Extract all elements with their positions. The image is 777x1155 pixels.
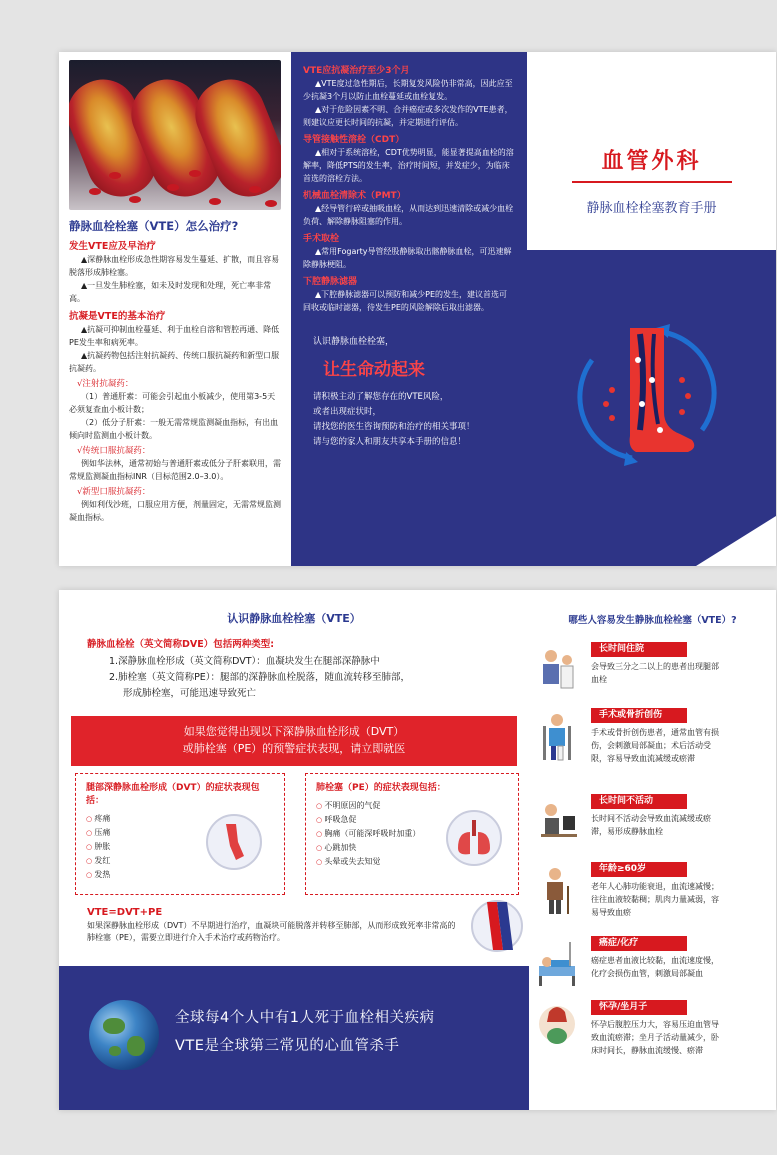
risk-desc: 癌症患者血液比较黏，血流速度慢，化疗会损伤血管，刺激局部凝血 <box>591 956 719 978</box>
risk-item <box>537 794 767 858</box>
cover-title-box <box>527 52 776 250</box>
closing-line: 请积极主动了解您存在的VTE风险， <box>313 392 449 402</box>
section-text: ▲一旦发生肺栓塞，如未及时发现和处理，死亡率非常高。 <box>69 281 272 303</box>
vte-type-line: 1.深静脉血栓形成（英文简称DVT）：血凝块发生在腿部深静脉中 <box>109 656 380 667</box>
warning-line: 或肺栓塞（PE）的预警症状表现，请立即就医 <box>182 742 406 755</box>
statistic-line: 全球每4个人中有1人死于血栓相关疾病 <box>175 1010 435 1026</box>
pe-symptom-title: 肺栓塞（PE）的症状表现包括： <box>316 783 446 793</box>
symptom-item: ○ 胸痛（可能深呼吸时加重） <box>316 827 508 841</box>
risk-desc: 会导致三分之二以上的患者出现腿部血栓 <box>591 662 719 684</box>
risk-item <box>537 862 767 926</box>
risk-item <box>537 1000 767 1064</box>
closing-line: 或者出现症状时， <box>313 407 382 417</box>
globe-icon <box>89 1000 159 1070</box>
elderly-person-icon <box>537 866 577 916</box>
intro-text: 认识静脉血栓栓塞， <box>313 337 395 347</box>
hospital-patient-icon <box>537 646 577 696</box>
warning-line: 如果您觉得出现以下深静脉血栓形成（DVT） <box>183 725 405 738</box>
statistics-banner <box>59 966 529 1110</box>
block-text: ▲对于危险因素不明、合并癌症或多次发作的VTE患者，则建议应更长时间的抗凝，并定期进行评估。 <box>303 105 513 127</box>
warning-banner <box>71 716 517 766</box>
block-text: ▲下腔静脉滤器可以预防和减少PE的发生，建议首选可回收或临时滤器，待发生PE的风险解除后取出滤器。 <box>303 290 508 312</box>
closing-line: 请找您的医生咨询预防和治疗的相关事项！ <box>313 422 475 432</box>
symptom-item: ○ 头晕或失去知觉 <box>316 855 508 869</box>
cover-panel <box>527 52 776 566</box>
vte-type-line: 2.肺栓塞（英文简称PE）：腿部的深静脉血栓脱落，随血流转移至肺部， <box>109 672 411 683</box>
vte-type-line: 形成肺栓塞，可能迅速导致死亡 <box>123 688 257 699</box>
lungs-icon <box>446 810 502 866</box>
block-heading: VTE应抗凝治疗至少3个月 <box>303 66 410 76</box>
risk-item <box>537 936 767 1000</box>
vte-types-lead: 静脉血栓栓（英文简称DVE）包括两种类型: <box>87 639 275 650</box>
statistic-line: VTE是全球第三常见的心血管杀手 <box>175 1038 400 1054</box>
risk-tag: 癌症/化疗 <box>591 936 687 951</box>
block-heading: 手术取栓 <box>303 234 340 244</box>
risk-item <box>537 642 767 706</box>
section-text: ▲深静脉血栓形成急性期容易发生蔓延、扩散，而且容易脱落形成肺栓塞。 <box>69 255 280 277</box>
block-heading: 机械血栓清除术（PMT） <box>303 191 406 201</box>
sub-text: 例如利伐沙班，口服应用方便，剂量固定，无需常规监测凝血指标。 <box>69 500 281 522</box>
leg-circulation-icon <box>572 320 722 470</box>
block-text: ▲常用Fogarty导管经股静脉取出髂静脉血栓，可迅速解除静脉梗阻。 <box>303 247 512 269</box>
cover-subtitle: 静脉血栓栓塞教育手册 <box>586 201 717 216</box>
cover-title: 血管外科 <box>601 149 702 174</box>
block-heading: 导管接触性溶栓（CDT） <box>303 135 405 145</box>
sub-heading: √新型口服抗凝药： <box>77 487 151 497</box>
symptom-item: ○ 疼痛 <box>86 812 274 826</box>
symptom-item: ○ 呼吸急促 <box>316 813 508 827</box>
leg-icon <box>206 814 262 870</box>
sub-heading: √传统口服抗凝药： <box>77 446 151 456</box>
advanced-treatment-panel <box>291 52 527 566</box>
risk-groups-panel <box>529 590 776 1110</box>
sub-heading: √注射抗凝药： <box>77 379 134 389</box>
section-text: ▲抗凝可抑制血栓蔓延、利于血栓自溶和管腔再通、降低PE发生率和病死率。 <box>69 325 280 347</box>
know-vte-panel <box>59 590 529 1110</box>
section-heading: 发生VTE应及早治疗 <box>69 241 156 252</box>
vein-clot-icon <box>471 900 523 952</box>
blood-vessel-illustration <box>69 60 281 210</box>
closing-line: 请与您的家人和朋友共享本手册的信息！ <box>313 437 467 447</box>
brochure-outside-sheet <box>59 52 776 566</box>
sub-text: （2）低分子肝素：一般无需常规监测凝血指标，有出血倾向时监测血小板计数。 <box>69 418 279 440</box>
vte-formula: VTE=DVT+PE <box>87 907 163 918</box>
section-text: ▲抗凝药物包括注射抗凝药、传统口服抗凝药和新型口服抗凝药。 <box>69 351 280 373</box>
risk-groups-title: 哪些人容易发生静脉血栓栓塞（VTE）? <box>568 615 737 626</box>
dvt-symptom-box <box>75 773 285 895</box>
risk-desc: 老年人心肺功能衰退，血流速减慢；往往血液较黏稠；肌肉力量减弱，容易导致血瘀 <box>591 882 719 917</box>
bedridden-patient-icon <box>537 940 577 990</box>
symptom-item: ○ 肿胀 <box>86 840 274 854</box>
risk-desc: 怀孕后腹腔压力大，容易压迫血管导致血流瘀滞；坐月子活动量减少，卧床时间长，静脉血流缓慢、瘀滞 <box>591 1020 719 1055</box>
corner-decoration <box>696 516 776 566</box>
cover-divider <box>572 181 732 183</box>
desk-worker-icon <box>537 798 577 848</box>
crutches-patient-icon <box>537 712 577 762</box>
know-vte-title: 认识静脉血栓栓塞（VTE） <box>227 612 361 625</box>
symptom-item: ○ 心跳加快 <box>316 841 508 855</box>
risk-tag: 长时间不活动 <box>591 794 687 809</box>
brochure-inside-sheet <box>59 590 776 1110</box>
symptom-item: ○ 压痛 <box>86 826 274 840</box>
risk-tag: 年龄≥60岁 <box>591 862 687 877</box>
symptom-item: ○ 不明原因的气促 <box>316 799 508 813</box>
symptom-item: ○ 发红 <box>86 854 274 868</box>
vte-explanation: 如果深静脉血栓形成（DVT）不早期进行治疗，血凝块可能脱落并转移至肺部，从而形成致死率非常高的肺栓塞（PE），需要立即进行介入手术治疗或药物治疗。 <box>87 921 456 942</box>
risk-tag: 长时间住院 <box>591 642 687 657</box>
risk-tag: 怀孕/坐月子 <box>591 1000 687 1015</box>
risk-tag: 手术或骨折创伤 <box>591 708 687 723</box>
block-heading: 下腔静脉滤器 <box>303 277 358 287</box>
treatment-panel <box>59 52 291 566</box>
slogan: 让生命动起来 <box>323 360 425 380</box>
dvt-symptom-title: 腿部深静脉血栓形成（DVT）的症状表现包括： <box>86 783 260 806</box>
pe-symptom-box <box>305 773 519 895</box>
treatment-title: 静脉血栓栓塞（VTE）怎么治疗? <box>69 219 239 233</box>
risk-desc: 手术或骨折创伤患者，通常血管有损伤，会刺激局部凝血；术后活动受限，容易导致血流减缓或瘀滞 <box>591 728 719 763</box>
sub-text: 例如华法林，通常初始与普通肝素或低分子肝素联用，需常规监测凝血指标INR（目标范围2.0–3.0）。 <box>69 459 281 481</box>
block-text: ▲VTE度过急性期后，长期复发风险仍非常高，因此应至少抗凝3个月以防止血栓蔓延或血栓复发。 <box>303 79 513 101</box>
section-heading: 抗凝是VTE的基本治疗 <box>69 311 166 322</box>
sub-text: （1）普通肝素：可能会引起血小板减少，使用第3-5天必须复查血小板计数； <box>69 392 276 414</box>
block-text: ▲相对于系统溶栓，CDT优势明显，能显著提高血栓的溶解率，降低PTS的发生率，治疗时间短，并发症少，为临床首选的溶栓方法。 <box>303 148 514 183</box>
risk-item <box>537 708 767 772</box>
risk-desc: 长时间不活动会导致血流减缓或瘀滞，易形成静脉血栓 <box>591 814 711 836</box>
symptom-item: ○ 发热 <box>86 868 274 882</box>
block-text: ▲经导管行碎或抽吸血栓，从而达到迅速清除或减少血栓负荷、解除静脉阻塞的作用。 <box>303 204 514 226</box>
pregnant-woman-icon <box>537 1004 577 1054</box>
